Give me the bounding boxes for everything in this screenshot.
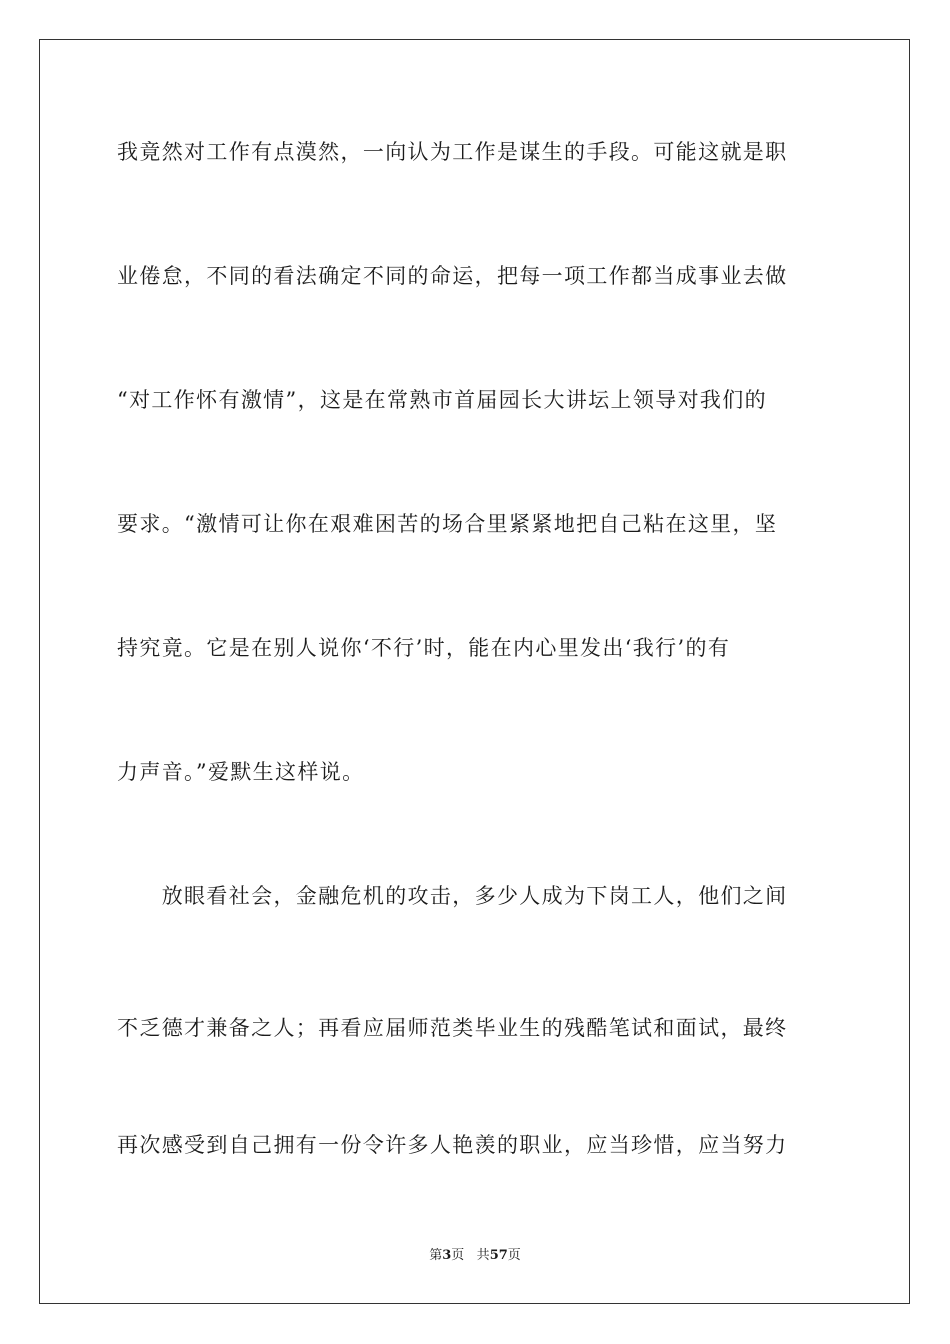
total-prefix: 共 <box>476 1248 490 1263</box>
page-number: 3 <box>442 1248 452 1263</box>
total-pages: 57 <box>489 1248 508 1263</box>
paragraph-line-8: 不乏德才兼备之人；再看应届师范类毕业生的残酷笔试和面试，最终 <box>117 1016 788 1040</box>
page-border <box>39 39 910 1304</box>
paragraph-line-2: 业倦怠，不同的看法确定不同的命运，把每一项工作都当成事业去做 <box>117 264 788 288</box>
paragraph-line-1: 我竟然对工作有点漠然，一向认为工作是谋生的手段。可能这就是职 <box>117 140 788 164</box>
paragraph-line-9: 再次感受到自己拥有一份令许多人艳羡的职业，应当珍惜，应当努力 <box>117 1133 788 1157</box>
paragraph-line-4: 要求。“激情可让你在艰难困苦的场合里紧紧地把自己粘在这里，坚 <box>117 512 778 536</box>
paragraph-line-5: 持究竟。它是在别人说你‘不行’时，能在内心里发出‘我行’的有 <box>117 636 731 660</box>
page-footer <box>0 1247 950 1265</box>
page-suffix: 页 <box>451 1248 465 1263</box>
total-suffix: 页 <box>507 1248 521 1263</box>
paragraph-line-7: 放眼看社会，金融危机的攻击，多少人成为下岗工人，他们之间 <box>117 884 788 908</box>
page-prefix: 第 <box>429 1248 443 1263</box>
paragraph-line-6: 力声音。”爱默生这样说。 <box>117 760 365 784</box>
paragraph-line-3: “对工作怀有激情”，这是在常熟市首届园长大讲坛上领导对我们的 <box>117 388 767 412</box>
